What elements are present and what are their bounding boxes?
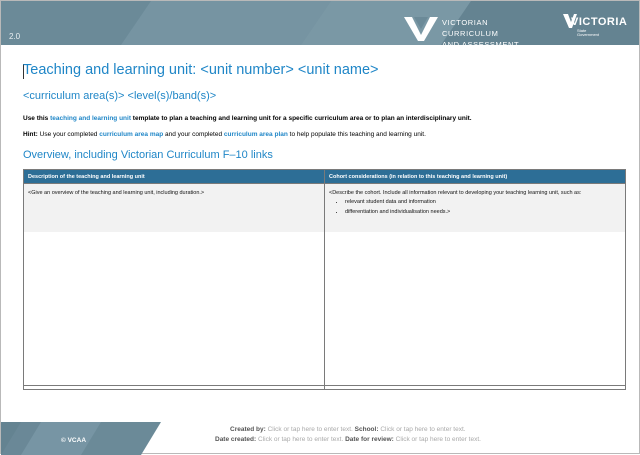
- footer-created-line: [230, 426, 466, 433]
- copyright-vcaa-link[interactable]: © VCAA: [61, 437, 87, 444]
- hint-text-pre: Use your completed: [37, 131, 100, 138]
- curriculum-area-plan-link[interactable]: curriculum area plan: [223, 131, 288, 138]
- date-review-field[interactable]: Click or tap here to enter text.: [395, 436, 481, 443]
- footer: [1, 422, 639, 455]
- date-review-label: Date for review:: [345, 436, 394, 443]
- victoria-subtext: [577, 29, 599, 37]
- date-created-label: Date created:: [215, 436, 257, 443]
- cohort-intro-text: <Describe the cohort. Include all information relevant to developing your teaching learning unit, such as:: [329, 190, 582, 196]
- list-item: • differentiation and individualisation needs.>: [345, 209, 621, 215]
- curriculum-area-map-link[interactable]: curriculum area map: [99, 131, 164, 138]
- document-title[interactable]: Teaching and learning unit: <unit number> <unit name>: [23, 62, 379, 78]
- cohort-placeholder[interactable]: [325, 184, 625, 232]
- school-label: School:: [354, 426, 379, 433]
- description-cell[interactable]: [24, 184, 325, 386]
- footer-band: [1, 422, 201, 455]
- hint-label: Hint:: [23, 131, 38, 138]
- vic-sub-government: Government: [577, 32, 600, 37]
- intro-text-pre: Use this: [23, 115, 51, 122]
- description-placeholder[interactable]: <Give an overview of the teaching and learning unit, including duration.>: [24, 184, 324, 232]
- vcaa-line-2: AND ASSESSMENT AUTHORITY: [442, 40, 520, 60]
- created-by-label: Created by:: [230, 426, 266, 433]
- school-field[interactable]: Click or tap here to enter text.: [380, 426, 466, 433]
- vcaa-logo: [404, 15, 546, 60]
- created-by-field[interactable]: Click or tap here to enter text.: [267, 426, 353, 433]
- vcaa-line-1: VICTORIAN CURRICULUM: [442, 18, 499, 38]
- vcaa-wordmark: [442, 17, 546, 61]
- empty-cohort-cell[interactable]: [325, 385, 626, 389]
- hint-text-post: to help populate this teaching and learning unit.: [287, 131, 426, 138]
- intro-paragraph: [23, 115, 472, 122]
- document-subtitle[interactable]: <curriculum area(s)> <level(s)/band(s)>: [23, 90, 217, 102]
- col-cohort-header: Cohort considerations (in relation to this teaching and learning unit): [325, 170, 626, 184]
- list-item: • relevant student data and information: [345, 199, 621, 205]
- col-description-header: Description of the teaching and learning unit: [24, 170, 325, 184]
- victoria-government-logo: [563, 14, 633, 40]
- intro-text-post: template to plan a teaching and learning unit for a specific curriculum area or to plan an interdisciplinary unit.: [131, 115, 472, 122]
- header-band: [1, 1, 639, 60]
- overview-table: [23, 169, 626, 390]
- hint-paragraph: [23, 131, 426, 138]
- date-created-field[interactable]: Click or tap here to enter text.: [258, 436, 344, 443]
- cohort-cell[interactable]: [325, 184, 626, 386]
- vcaa-mark-icon: [404, 15, 438, 41]
- hint-text-mid: and your completed: [163, 131, 224, 138]
- empty-description-cell[interactable]: [24, 385, 325, 389]
- version-label: 2.0: [9, 32, 21, 41]
- table-row: [24, 184, 626, 386]
- section-heading: Overview, including Victorian Curriculum F–10 links: [23, 149, 273, 161]
- victoria-wordmark: VICTORIA: [571, 16, 628, 28]
- teaching-learning-unit-link[interactable]: teaching and learning unit: [50, 115, 131, 122]
- footer-date-line: [215, 436, 481, 443]
- table-row: [24, 385, 626, 389]
- cohort-bullet-list: [329, 199, 621, 215]
- vic-sub-state: State: [577, 28, 587, 33]
- table-header-row: [24, 170, 626, 184]
